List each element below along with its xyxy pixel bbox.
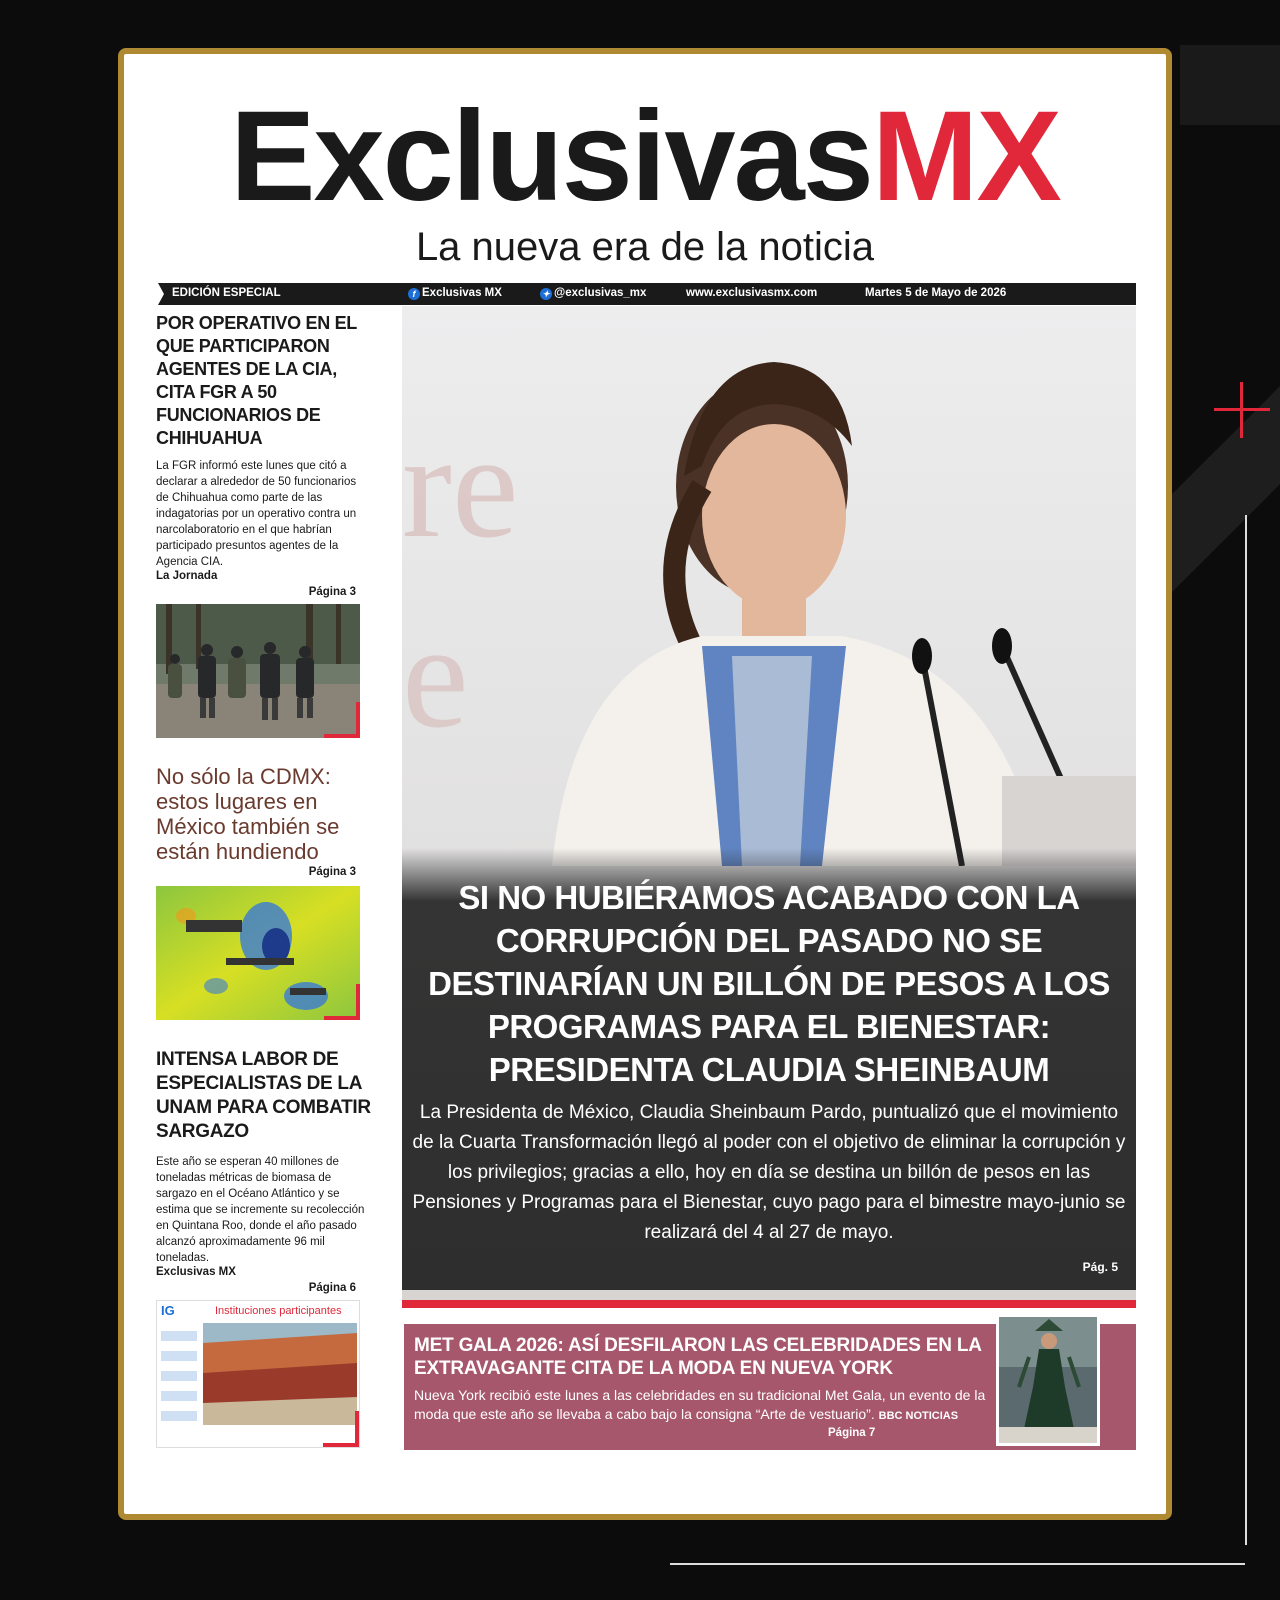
met-gala-story[interactable] [404,1324,1136,1450]
agents-illustration [156,604,360,738]
story-headline[interactable]: POR OPERATIVO EN EL QUE PARTICIPARON AGENTES DE LA CIA, CITA FGR A 50 FUNCIONARIOS DE CHIHUAHUA [156,313,357,448]
agents-photo[interactable] [156,604,360,738]
tagline: La nueva era de la noticia [415,225,875,269]
story-sargazo[interactable] [156,1048,372,1294]
story-body: La FGR informó este lunes que citó a declarar a alrededor de 50 funcionarios de Chihuahua como parte de las indagatorias por un operativo contra un narcolaboratorio en el que habrían participado presuntos agentes de la Agencia CIA. [156,460,357,568]
facebook-link[interactable]: f Exclusivas MX [408,287,502,300]
met-page: Página 7 [828,1427,876,1439]
masthead-logo [124,82,1166,232]
brand-suffix: MX [871,85,1060,228]
story-headline[interactable]: INTENSA LABOR DE ESPECIALISTAS DE LA UNAM PARA COMBATIR SARGAZO [156,1049,371,1142]
corner-accent [324,1016,360,1020]
met-body: Nueva York recibió este lunes a las celebridades en su tradicional Met Gala, un evento de la moda que este año se llevaba a cabo bajo la consigna “Arte de vestuario”. BBC NOTICIAS [414,1387,986,1422]
main-story-accent-bar [402,1300,1136,1308]
main-story[interactable] [402,306,1136,1300]
story-headline[interactable]: No sólo la CDMX: estos lugares en México también se están hundiendo [156,764,340,864]
met-edge-strip [1118,1324,1136,1450]
subsidence-map[interactable] [156,886,360,1020]
story-source: Exclusivas MX [156,1266,236,1278]
main-story-text-panel [402,848,1136,1290]
institution-logo: IG [161,1303,175,1318]
website-link[interactable]: www.exclusivasmx.com [686,287,818,299]
subsidence-map-illustration [156,886,360,1020]
story-page: Página 3 [308,586,356,598]
met-gala-photo[interactable] [996,1314,1100,1446]
story-sinking[interactable] [156,764,372,878]
left-column [156,312,372,1448]
deco-diagonal [1170,300,1280,680]
main-headline[interactable]: SI NO HUBIÉRAMOS ACABADO CON LA CORRUPCIÓN DEL PASADO NO SE DESTINARÍAN UN BILLÓN DE PESOS A LOS PROGRAMAS PARA EL BIENESTAR: PRESIDENTA CLAUDIA SHEINBAUM [428,879,1110,1088]
deco-vertical-line [1245,515,1247,1545]
edition-label: EDICIÓN ESPECIAL [172,287,281,299]
sargazo-thumbnail[interactable] [156,1300,360,1448]
thumb-title: Instituciones participantes [215,1305,342,1317]
met-source: BBC NOTICIAS [878,1410,959,1422]
newspaper-cover [118,48,1172,1520]
beach-illustration [203,1323,357,1425]
twitter-icon: ✦ [540,288,552,300]
plus-icon [1214,382,1270,438]
main-page: Pág. 5 [1082,1260,1118,1274]
logo-strip [161,1331,197,1431]
bar-notch [158,283,164,305]
corner-accent [323,1443,360,1448]
info-bar [158,283,1136,305]
story-page: Página 6 [308,1282,356,1294]
story-source: La Jornada [156,570,218,582]
deco-band [1180,45,1280,125]
svg-text:re: re [402,403,519,569]
deco-horizontal-line [670,1563,1245,1565]
corner-accent [356,984,360,1020]
twitter-link[interactable]: ✦ @exclusivas_mx [540,287,646,300]
facebook-icon: f [408,288,420,300]
story-page: Página 3 [308,866,356,878]
main-body: La Presidenta de México, Claudia Sheinbaum Pardo, puntualizó que el movimiento de la Cuarta Transformación llegó al poder con el objetivo de eliminar la corrupción y los privilegios; gracias a ello, hoy en día se destina un billón de pesos en las Pensiones y Programas para el Bienestar, cuyo pago para el bimestre mayo-junio se realizará del 4 al 27 de mayo. [412,1102,1126,1243]
svg-text:e: e [402,593,469,759]
story-body: Este año se esperan 40 millones de toneladas métricas de biomasa de sargazo en el Océano Atlántico y se estima que se incremente su recolección en Quintana Roo, donde el año pasado alcanzó aproximadamente 96 mil toneladas. [156,1156,365,1264]
brand-name: Exclusivas [230,85,872,228]
corner-accent [324,734,360,738]
celebrity-illustration [999,1317,1097,1443]
met-headline[interactable]: MET GALA 2026: ASÍ DESFILARON LAS CELEBRIDADES EN LA EXTRAVAGANTE CITA DE LA MODA EN NUEVA YORK [414,1335,982,1379]
issue-date: Martes 5 de Mayo de 2026 [865,287,1007,299]
story-cia[interactable] [156,312,372,598]
corner-accent [356,702,360,738]
president-photo [402,306,1136,866]
